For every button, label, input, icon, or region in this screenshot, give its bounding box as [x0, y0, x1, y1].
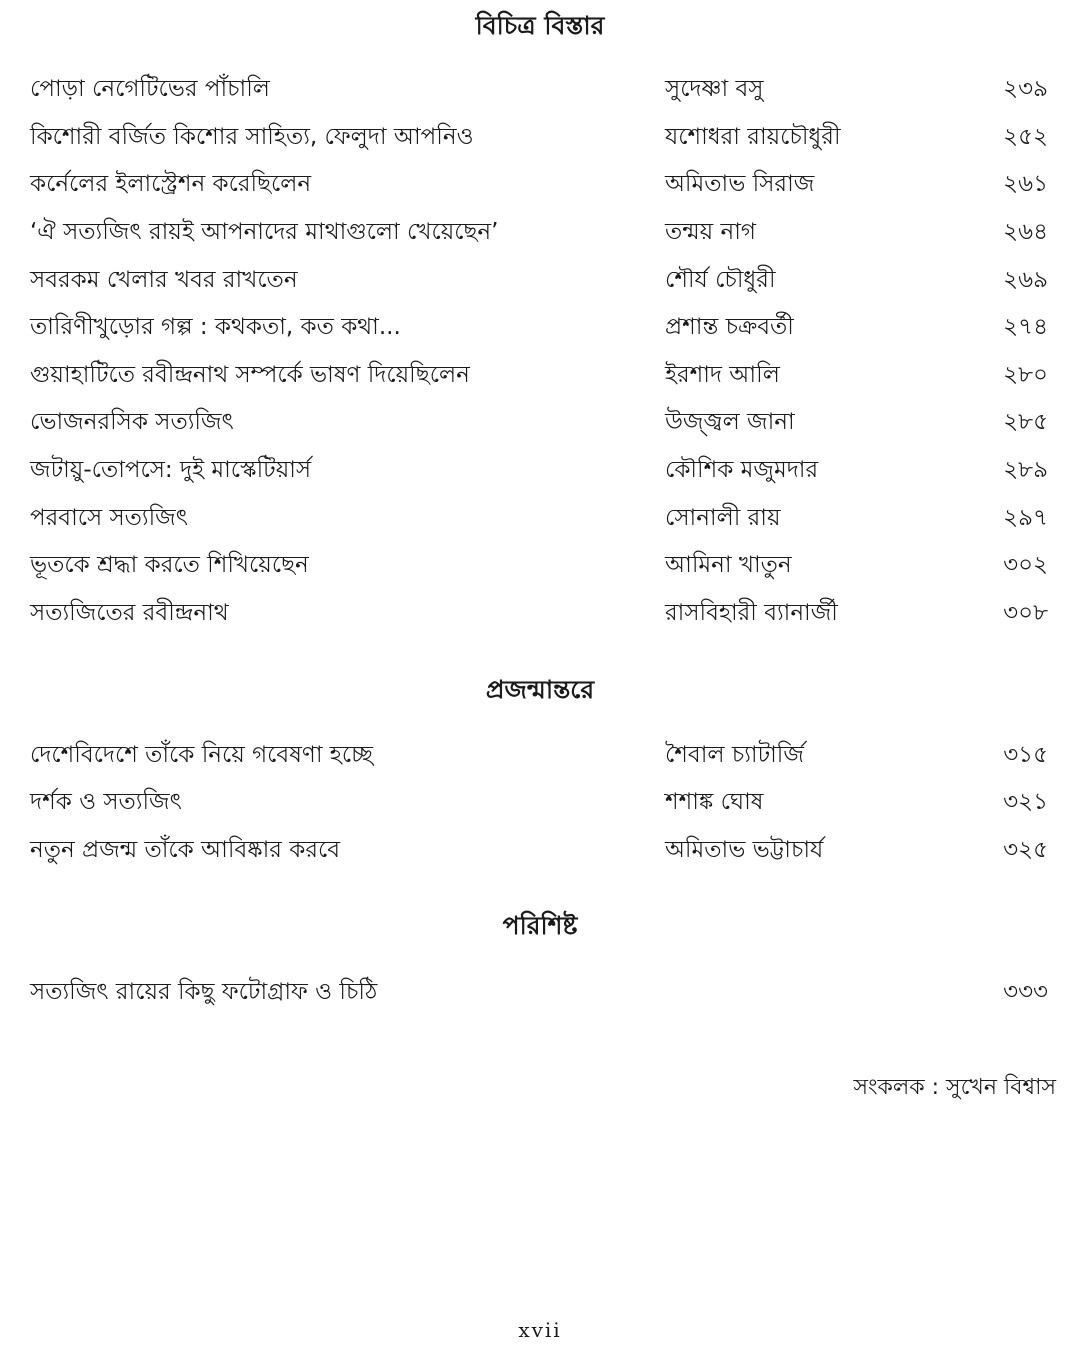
- toc-entry: [0, 212, 1080, 252]
- toc-entry: [0, 593, 1080, 633]
- entry-page: ২৭৪: [1003, 314, 1048, 340]
- entry-page: ২৩৯: [1003, 76, 1048, 102]
- entry-author: সোনালী রায়: [665, 505, 781, 531]
- toc-entry: [0, 307, 1080, 347]
- toc-entry: [0, 830, 1080, 870]
- entry-page: ৩১৫: [1003, 742, 1048, 768]
- entry-author: যশোধরা রায়চৌধুরী: [665, 124, 841, 150]
- entry-page: ৩২৫: [1003, 837, 1048, 863]
- entry-title: ভোজনরসিক সত্যজিৎ: [30, 409, 234, 435]
- toc-entry: [0, 355, 1080, 395]
- toc-entry: [0, 164, 1080, 204]
- toc-entry: [0, 260, 1080, 300]
- section-title: পরিশিষ্ট: [502, 911, 578, 940]
- entry-title: সত্যজিতের রবীন্দ্রনাথ: [30, 600, 229, 626]
- entry-page: ২৮০: [1003, 362, 1048, 388]
- entry-author: সুদেষ্ণা বসু: [665, 76, 764, 102]
- entry-author: আমিনা খাতুন: [665, 552, 792, 578]
- entry-author: অমিতাভ সিরাজ: [665, 171, 815, 197]
- entry-page: ৩৩৩: [1003, 979, 1048, 1005]
- entry-author: কৌশিক মজুমদার: [665, 457, 819, 483]
- entry-title: জটায়ু-তোপসে: দুই মাস্কেটিয়ার্স: [30, 457, 312, 483]
- toc-entry: [0, 402, 1080, 442]
- entry-author: শশাঙ্ক ঘোষ: [665, 789, 764, 815]
- toc-entry: [0, 69, 1080, 109]
- entry-title: পোড়া নেগেটিভের পাঁচালি: [30, 76, 270, 102]
- entry-title: কিশোরী বর্জিত কিশোর সাহিত্য, ফেলুদা আপনিও: [30, 124, 474, 150]
- entry-author: অমিতাভ ভট্টাচার্য: [665, 837, 824, 863]
- entry-page: ৩০৮: [1003, 600, 1048, 626]
- toc-entry: [0, 972, 1080, 1012]
- entry-page: ২৮৯: [1003, 457, 1048, 483]
- entry-author: প্রশান্ত চক্রবর্তী: [665, 314, 794, 340]
- entry-title: সবরকম খেলার খবর রাখতেন: [30, 267, 298, 293]
- entry-page: ২৬১: [1003, 171, 1048, 197]
- entry-author: ইরশাদ আলি: [665, 362, 780, 388]
- entry-title: দর্শক ও সত্যজিৎ: [30, 789, 182, 815]
- entry-page: ২৬৪: [1003, 219, 1048, 245]
- entry-author: রাসবিহারী ব্যানার্জী: [665, 600, 838, 626]
- section-title: বিচিত্র বিস্তার: [475, 11, 605, 40]
- toc-entry: [0, 545, 1080, 585]
- entry-title: তারিণীখুড়োর গল্প : কথকতা, কত কথা...: [30, 314, 401, 340]
- entry-title: দেশেবিদেশে তাঁকে নিয়ে গবেষণা হচ্ছে: [30, 742, 373, 768]
- toc-entry: [0, 450, 1080, 490]
- entry-title: নতুন প্রজন্ম তাঁকে আবিষ্কার করবে: [30, 837, 341, 863]
- toc-entry: [0, 498, 1080, 538]
- toc-entry: [0, 735, 1080, 775]
- entry-page: ২৫২: [1003, 124, 1048, 150]
- entry-author: শৌর্য চৌধুরী: [665, 267, 776, 293]
- entry-author: তন্ময় নাগ: [665, 219, 756, 245]
- toc-entry: [0, 117, 1080, 157]
- entry-title: ভূতকে শ্রদ্ধা করতে শিখিয়েছেন: [30, 552, 309, 578]
- toc-entry: [0, 782, 1080, 822]
- section-title: প্রজন্মান্তরে: [485, 675, 595, 704]
- entry-title: সত্যজিৎ রায়ের কিছু ফটোগ্রাফ ও চিঠি: [30, 979, 378, 1005]
- entry-page: ৩২১: [1003, 789, 1048, 815]
- entry-author: উজ্জ্বল জানা: [665, 409, 795, 435]
- entry-page: ২৮৫: [1003, 409, 1048, 435]
- entry-title: কর্নেলের ইলাস্ট্রেশন করেছিলেন: [30, 171, 312, 197]
- entry-page: ৩০২: [1003, 552, 1048, 578]
- entry-title: গুয়াহাটিতে রবীন্দ্রনাথ সম্পর্কে ভাষণ দিয়েছিলেন: [30, 362, 470, 388]
- compiler-credit: সংকলক : সুখেন বিশ্বাস: [853, 1075, 1056, 1100]
- entry-title: ‘ঐ সত্যজিৎ রায়ই আপনাদের মাথাগুলো খেয়েছেন’: [30, 219, 499, 245]
- entry-page: ২৬৯: [1003, 267, 1048, 293]
- entry-title: পরবাসে সত্যজিৎ: [30, 505, 189, 531]
- entry-page: ২৯৭: [1003, 505, 1048, 531]
- entry-author: শৈবাল চ্যাটার্জি: [665, 742, 804, 768]
- page-number: xvii: [518, 1318, 562, 1342]
